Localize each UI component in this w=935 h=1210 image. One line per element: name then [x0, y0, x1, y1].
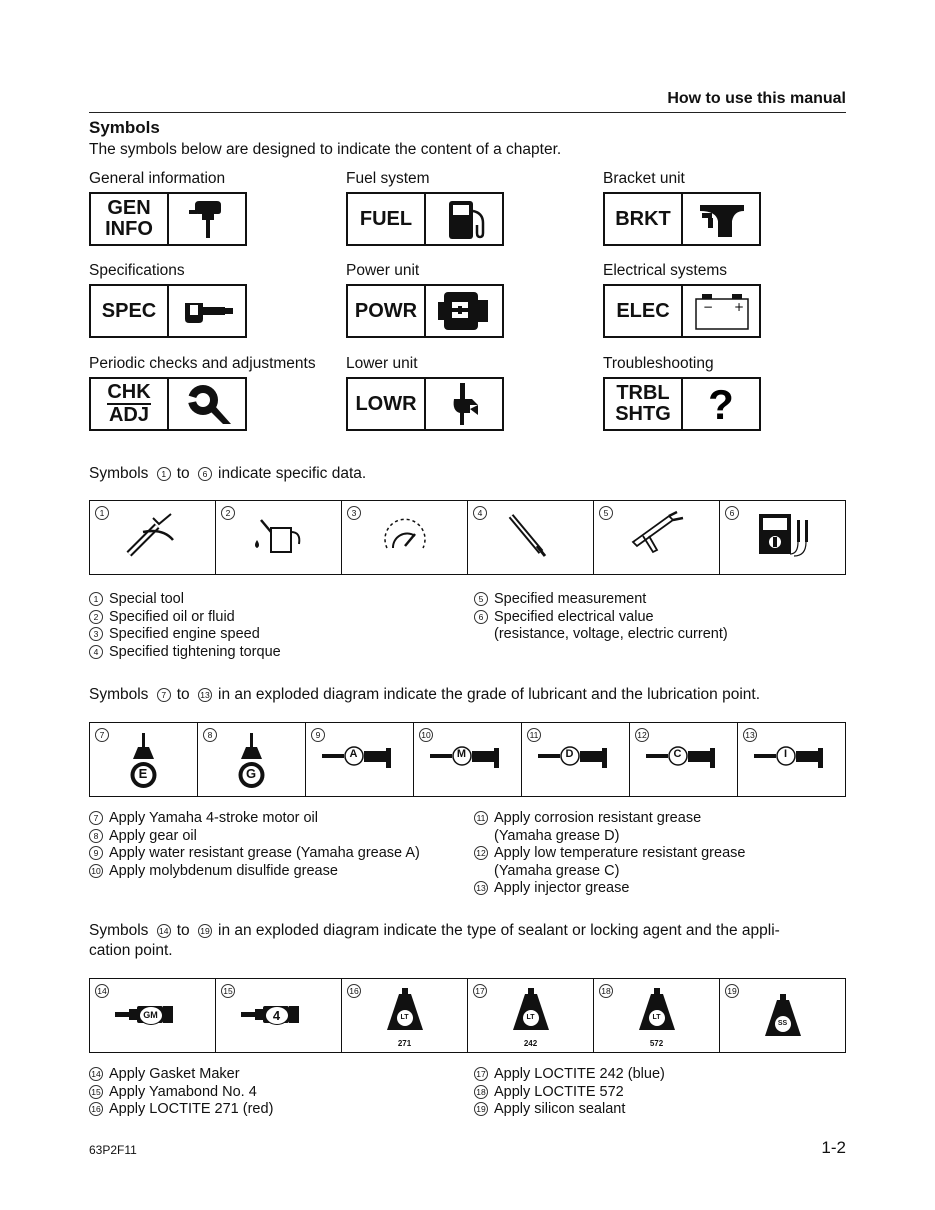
outboard-motor-icon — [169, 194, 245, 244]
chapter-code — [91, 286, 169, 336]
sealant-symbol-cell — [468, 979, 594, 1052]
legend-item — [474, 1101, 665, 1119]
section-intro: The symbols below are designed to indicate the content of a chapter. — [89, 141, 562, 158]
chapter-code-line: SPEC — [101, 299, 157, 322]
question-mark-icon — [683, 379, 759, 429]
legend-text: Apply molybdenum disulfide grease — [109, 862, 338, 879]
legend-item — [474, 626, 728, 644]
legend-text: (Yamaha grease C) — [494, 862, 620, 879]
chapter-code-line: GEN — [107, 197, 151, 219]
circled-number: 1 — [157, 467, 171, 481]
chapter-code — [91, 194, 169, 244]
wrench-icon — [169, 379, 245, 429]
data-legend-left — [89, 591, 281, 661]
lower-unit-icon — [426, 379, 502, 429]
intro-text: indicate specific data. — [218, 465, 367, 482]
circled-number: 8 — [89, 829, 103, 843]
legend-text: Apply Gasket Maker — [109, 1066, 240, 1082]
multimeter-icon — [751, 510, 815, 565]
circled-number: 1 — [89, 592, 103, 606]
intro-text: in an exploded diagram indicate the type of sealant or locking agent and the appli- — [218, 922, 780, 939]
legend-text: Specified tightening torque — [109, 643, 281, 660]
chapter-symbol-box — [89, 192, 247, 246]
legend-item — [474, 863, 745, 881]
circled-number: 18 — [599, 984, 613, 998]
chapter-label: Periodic checks and adjustments — [89, 355, 316, 372]
intro-text: to — [176, 922, 190, 939]
chapter-symbol-box — [346, 284, 504, 338]
circled-number: 9 — [311, 728, 325, 742]
circled-number: 6 — [474, 610, 488, 624]
sealant-symbol-cell — [216, 979, 342, 1052]
circled-number: 7 — [157, 688, 171, 702]
intro-text: Symbols — [89, 465, 149, 482]
legend-item — [89, 591, 281, 609]
circled-number: 11 — [527, 728, 541, 742]
lube-symbol-cell — [522, 723, 630, 796]
lube-icon-wrap — [428, 742, 508, 777]
sealant-mark: LT — [526, 1013, 535, 1021]
circled-number: 19 — [725, 984, 739, 998]
chapter-code — [605, 379, 683, 429]
legend-item — [89, 810, 420, 828]
legend-item — [89, 845, 420, 863]
fuel-pump-icon — [426, 194, 502, 244]
legend-text: (Yamaha grease D) — [494, 827, 620, 844]
legend-text: Apply Yamaha 4-stroke motor oil — [109, 810, 319, 826]
circled-number: 15 — [221, 984, 235, 998]
special-tool-icon — [123, 510, 183, 565]
chapter-code — [91, 379, 169, 429]
chapter-symbol-box — [603, 284, 761, 338]
circled-number: 3 — [89, 627, 103, 641]
circled-number: 19 — [474, 1102, 488, 1116]
legend-text: Apply gear oil — [109, 827, 197, 844]
svg-text:−: − — [703, 300, 714, 314]
lube-symbol-cell — [306, 723, 414, 796]
sealant-icon-wrap — [383, 986, 427, 1048]
circled-number: 14 — [89, 1067, 103, 1081]
chapter-code-line: TRBL — [616, 382, 670, 404]
chapter-symbol-box — [346, 192, 504, 246]
lube-icon-wrap — [644, 742, 724, 777]
chapter-symbol-box — [89, 377, 247, 431]
chapter-code-line: SHTG — [615, 403, 671, 425]
lube-legend-right — [474, 810, 745, 898]
legend-text: Apply low temperature resistant grease — [494, 845, 746, 861]
chapter-code-line: INFO — [105, 218, 153, 240]
circled-number: 2 — [221, 506, 235, 520]
chapter-code-line: LOWR — [355, 392, 417, 415]
legend-item — [474, 880, 745, 898]
lube-symbols-intro — [89, 685, 760, 705]
legend-text: Apply silicon sealant — [494, 1101, 626, 1117]
engine-icon — [426, 286, 502, 336]
bracket-icon — [683, 194, 759, 244]
chapter-code — [348, 286, 426, 336]
circled-number: 1 — [95, 506, 109, 520]
chapter-label: Lower unit — [346, 355, 418, 372]
sealant-grade-number: 271 — [397, 1038, 412, 1048]
sealant-mark: LT — [400, 1013, 409, 1021]
sealant-mark: 4 — [265, 1006, 289, 1025]
circled-number: 16 — [89, 1102, 103, 1116]
legend-item — [474, 1066, 665, 1084]
data-symbols-intro — [89, 464, 366, 484]
legend-item — [89, 1066, 273, 1084]
legend-text: Specified measurement — [494, 591, 647, 607]
chapter-symbol-box — [89, 284, 247, 338]
data-symbol-cell — [594, 501, 720, 574]
chapter-label: Specifications — [89, 262, 185, 279]
intro-text: to — [176, 465, 190, 482]
sealant-legend-left — [89, 1066, 273, 1119]
circled-number: 3 — [347, 506, 361, 520]
circled-number: 10 — [419, 728, 433, 742]
circled-number: 4 — [473, 506, 487, 520]
legend-item — [89, 863, 420, 881]
circled-number: 10 — [89, 864, 103, 878]
legend-item — [474, 591, 728, 609]
chapter-label: Power unit — [346, 262, 420, 279]
section-title: Symbols — [89, 118, 160, 137]
legend-text: (resistance, voltage, electric current) — [494, 626, 728, 642]
lube-icon-wrap — [536, 742, 616, 777]
sealant-mark: SS — [777, 1020, 788, 1027]
lube-symbol-cell — [630, 723, 738, 796]
sealant-mark: LT — [652, 1013, 661, 1021]
legend-text: Apply corrosion resistant grease — [494, 810, 702, 826]
legend-item — [89, 1084, 273, 1102]
legend-text: Specified engine speed — [109, 626, 260, 642]
lube-symbol-cell — [90, 723, 198, 796]
legend-text: Apply injector grease — [494, 880, 630, 896]
data-symbols-table — [89, 500, 846, 575]
battery-icon — [683, 286, 759, 336]
data-symbol-cell — [720, 501, 845, 574]
legend-text: Specified electrical value — [494, 608, 654, 625]
lube-symbol-cell — [414, 723, 522, 796]
circled-number: 13 — [198, 688, 212, 702]
oil-bottle-icon — [232, 731, 272, 791]
header-title: How to use this manual — [667, 90, 846, 107]
data-symbol-cell — [216, 501, 342, 574]
legend-item — [89, 626, 281, 644]
lube-grade-letter: C — [673, 748, 682, 760]
legend-item — [89, 609, 281, 627]
svg-text:?: ? — [708, 381, 734, 427]
legend-item — [474, 845, 745, 863]
circled-number: 2 — [89, 610, 103, 624]
sealant-symbol-cell — [594, 979, 720, 1052]
chapter-label: Bracket unit — [603, 170, 685, 187]
sealant-mark: GM — [139, 1006, 163, 1025]
sealant-icon-wrap — [113, 1000, 193, 1035]
chapter-label: Electrical systems — [603, 262, 728, 279]
sealant-symbol-cell — [342, 979, 468, 1052]
circled-number: 5 — [474, 592, 488, 606]
circled-number: 6 — [198, 467, 212, 481]
circled-number: 7 — [89, 811, 103, 825]
circled-number: 19 — [198, 924, 212, 938]
lube-icon-wrap — [752, 742, 832, 777]
circled-number: 16 — [347, 984, 361, 998]
chapter-code — [348, 379, 426, 429]
lube-icon-wrap — [124, 731, 164, 796]
legend-text: Specified oil or fluid — [109, 608, 235, 625]
circled-number: 15 — [89, 1085, 103, 1099]
caliper-icon — [169, 286, 245, 336]
chapter-symbol-box — [603, 192, 761, 246]
lube-grade-letter: D — [565, 748, 574, 760]
chapter-code-line: ELEC — [616, 299, 670, 322]
chapter-label: Fuel system — [346, 170, 430, 187]
chapter-code — [605, 286, 683, 336]
lube-icon-wrap — [232, 731, 272, 796]
chapter-symbol-box — [603, 377, 761, 431]
sealant-icon-wrap — [761, 992, 805, 1049]
lube-symbol-cell — [198, 723, 306, 796]
lube-grade-letter: A — [349, 748, 358, 760]
intro-text: cation point. — [89, 942, 173, 959]
intro-text: Symbols — [89, 686, 149, 703]
chapter-label: General information — [89, 170, 226, 187]
circled-number: 13 — [474, 881, 488, 895]
chapter-code — [348, 194, 426, 244]
legend-text: Apply water resistant grease (Yamaha grease A) — [109, 845, 420, 861]
data-symbol-cell — [90, 501, 216, 574]
circled-number: 12 — [635, 728, 649, 742]
legend-item — [89, 828, 420, 846]
tachometer-icon — [375, 510, 435, 565]
circled-number: 12 — [474, 846, 488, 860]
sealant-symbol-cell — [90, 979, 216, 1052]
sealant-icon-wrap — [239, 1000, 319, 1035]
sealant-symbols-table — [89, 978, 846, 1053]
torque-wrench-icon — [501, 510, 561, 565]
chapter-code-line: ADJ — [108, 404, 149, 426]
chapter-label: Troubleshooting — [603, 355, 714, 372]
circled-number: 8 — [203, 728, 217, 742]
circled-number: 11 — [474, 811, 488, 825]
legend-item — [474, 828, 745, 846]
document-code: 63P2F11 — [89, 1143, 137, 1157]
legend-item — [474, 810, 745, 828]
circled-number: 9 — [89, 846, 103, 860]
sealant-legend-right — [474, 1066, 665, 1119]
sealant-icon-wrap — [509, 986, 553, 1048]
circled-number: 14 — [95, 984, 109, 998]
sealant-grade-number: 572 — [649, 1038, 664, 1048]
circled-number: 4 — [89, 645, 103, 659]
circled-number: 18 — [474, 1085, 488, 1099]
lube-grade-letter: E — [138, 766, 148, 781]
svg-text:+: + — [734, 300, 745, 314]
chapter-code-line: FUEL — [359, 207, 413, 230]
chapter-code-line: POWR — [354, 299, 418, 322]
legend-item — [89, 644, 281, 662]
chapter-symbol-box — [346, 377, 504, 431]
header-rule — [89, 112, 846, 113]
lube-grade-letter: M — [456, 748, 467, 760]
lube-grade-letter: I — [783, 748, 788, 760]
legend-item — [474, 1084, 665, 1102]
circled-number: 13 — [743, 728, 757, 742]
lube-symbol-cell — [738, 723, 845, 796]
lube-grade-letter: G — [245, 766, 257, 781]
oil-bottle-icon — [124, 731, 164, 791]
intro-text: in an exploded diagram indicate the grade of lubricant and the lubrication point. — [218, 686, 761, 703]
legend-text: Apply Yamabond No. 4 — [109, 1083, 257, 1100]
legend-text: Apply LOCTITE 242 (blue) — [494, 1066, 665, 1082]
chapter-code-line: CHK — [107, 381, 151, 403]
chapter-code-line: BRKT — [615, 207, 671, 230]
circled-number: 7 — [95, 728, 109, 742]
legend-text: Apply LOCTITE 572 — [494, 1083, 624, 1100]
sealant-symbols-intro — [89, 921, 849, 961]
lube-legend-left — [89, 810, 420, 880]
circled-number: 17 — [474, 1067, 488, 1081]
sealant-symbol-cell — [720, 979, 845, 1052]
intro-text: Symbols — [89, 922, 149, 939]
legend-text: Special tool — [109, 591, 184, 607]
circled-number: 6 — [725, 506, 739, 520]
chapter-code — [605, 194, 683, 244]
data-legend-right — [474, 591, 728, 644]
legend-item — [474, 609, 728, 627]
circled-number: 17 — [473, 984, 487, 998]
data-symbol-cell — [468, 501, 594, 574]
lube-symbols-table — [89, 722, 846, 797]
vernier-caliper-icon — [625, 510, 689, 565]
sealant-icon-wrap — [635, 986, 679, 1048]
data-symbol-cell — [342, 501, 468, 574]
oil-can-icon — [249, 510, 309, 565]
intro-text: to — [176, 686, 190, 703]
sealant-grade-number: 242 — [523, 1038, 538, 1048]
page-number: 1-2 — [821, 1138, 846, 1157]
circled-number: 14 — [157, 924, 171, 938]
circled-number: 5 — [599, 506, 613, 520]
legend-text: Apply LOCTITE 271 (red) — [109, 1101, 274, 1117]
legend-item — [89, 1101, 273, 1119]
lube-icon-wrap — [320, 742, 400, 777]
